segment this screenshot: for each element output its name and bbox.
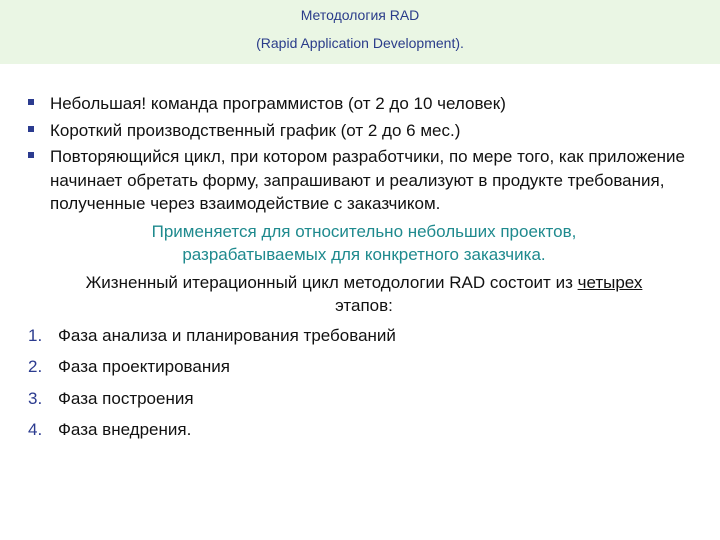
highlight-line-2: разрабатываемых для конкретного заказчика.: [182, 245, 546, 264]
bullet-item: [28, 92, 700, 116]
phase-list: [28, 324, 700, 442]
highlight-line-1: Применяется для относительно небольших проектов,: [151, 221, 577, 241]
phase-number: 2.: [28, 357, 43, 376]
phase-text: Фаза внедрения.: [58, 420, 192, 439]
phase-text: Фаза построения: [58, 388, 194, 408]
lifecycle-prefix: Жизненный итерационный цикл методологии RAD состоит из: [85, 272, 578, 292]
bullet-text: Короткий производственный график (от 2 до 6 мес.): [50, 120, 461, 140]
bullet-text: Небольшая! команда программистов (от 2 до 10 человек): [50, 94, 506, 113]
phase-item: [28, 324, 700, 348]
slide-header: [0, 0, 720, 64]
lifecycle-suffix: этапов:: [335, 296, 393, 315]
square-bullet-icon: [28, 152, 34, 158]
square-bullet-icon: [28, 126, 34, 132]
bullet-item: [28, 119, 700, 143]
phase-text: Фаза анализа и планирования требований: [58, 325, 396, 345]
highlight-note: [28, 220, 700, 267]
phase-number: 3.: [28, 388, 43, 408]
phase-text: Фаза проектирования: [58, 357, 230, 376]
slide-title: Методология RAD: [300, 7, 420, 23]
phase-item: [28, 418, 700, 442]
phase-number: 4.: [28, 420, 43, 439]
bullet-text: Повторяющийся цикл, при котором разработчики, по мере того, как приложение начинает обретать форму, запрашивают и реализуют в продукте требования, полученные через взаимодействие с заказчиком.: [50, 147, 686, 213]
lifecycle-statement: [28, 271, 700, 318]
bullet-item: [28, 145, 700, 216]
phase-item: [28, 387, 700, 411]
square-bullet-icon: [28, 99, 34, 105]
slide-content: [28, 92, 700, 450]
lifecycle-underlined-word: четырех: [577, 272, 643, 292]
phase-item: [28, 355, 700, 379]
slide-subtitle: (Rapid Application Development).: [256, 35, 464, 51]
phase-number: 1.: [28, 325, 43, 345]
